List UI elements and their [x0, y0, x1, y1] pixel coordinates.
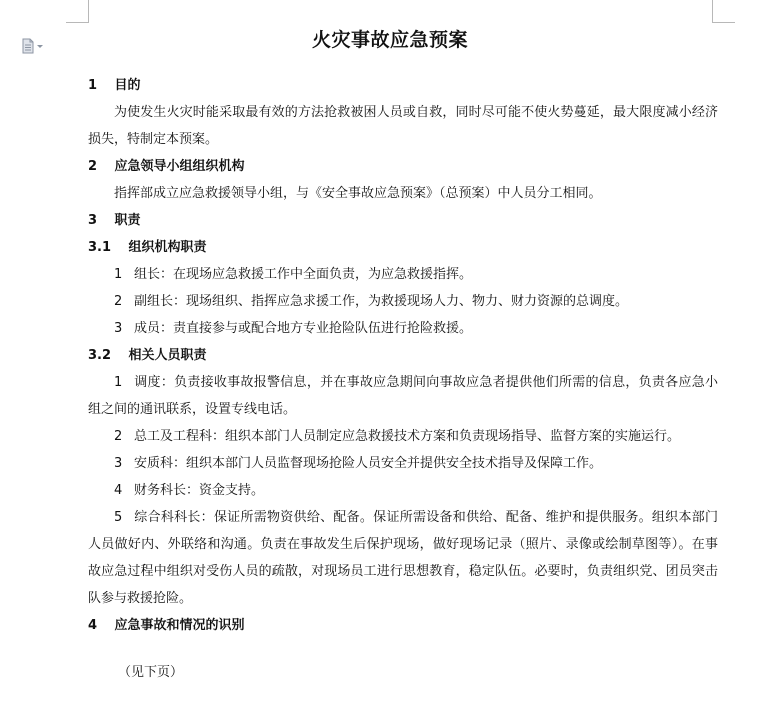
list-item	[88, 504, 718, 612]
item-number: 5	[114, 510, 123, 525]
item-number: 2	[114, 294, 123, 309]
item-number: 3	[114, 321, 123, 336]
item-text: 组长：在现场应急救援工作中全面负责，为应急救援指挥。	[134, 267, 473, 282]
section-heading	[88, 72, 718, 99]
subsection-heading	[88, 234, 718, 261]
document-title: 火灾事故应急预案	[311, 29, 468, 51]
item-number: 2	[114, 429, 123, 444]
section-title: 目的	[114, 78, 141, 93]
section-title: 应急领导小组组织机构	[114, 159, 245, 174]
item-text: 成员：责直接参与或配合地方专业抢险队伍进行抢险救援。	[134, 321, 473, 336]
paragraph: 指挥部成立应急救援领导小组，与《安全事故应急预案》（总预案）中人员分工相同。	[114, 186, 602, 201]
subsection-number: 3.1	[88, 240, 112, 255]
item-text: 综合科科长：保证所需物资供给、配备。保证所需设备和供给、配备、维护和提供服务。组织本部门人员做好内、外联络和沟通。负责在事故发生后保护现场，做好现场记录（照片、录像或绘制草图等）。在事故应急过程中组织对受伤人员的疏散，对现场员工进行思想教育，稳定队伍。必要时，负责组织党、团员突击队参与救援抢险。	[88, 510, 718, 606]
section-heading	[88, 153, 718, 180]
paragraph: 为使发生火灾时能采取最有效的方法抢救被困人员或自救，同时尽可能不使火势蔓延，最大限度减小经济损失，特制定本预案。	[88, 105, 718, 147]
margin-corner-mark	[712, 0, 735, 23]
list-item	[88, 477, 718, 504]
list-item	[88, 288, 718, 315]
list-item	[88, 261, 718, 288]
list-item	[88, 450, 718, 477]
subsection-title: 相关人员职责	[128, 348, 207, 363]
subsection-heading	[88, 342, 718, 369]
item-text: 安质科：组织本部门人员监督现场抢险人员安全并提供安全技术指导及保障工作。	[134, 456, 603, 471]
item-number: 3	[114, 456, 123, 471]
item-text: 调度：负责接收事故报警信息，并在事故应急期间向事故应急者提供他们所需的信息，负责各应急小组之间的通讯联系，设置专线电话。	[88, 375, 718, 417]
subsection-number: 3.2	[88, 348, 112, 363]
document-body	[88, 72, 718, 686]
section-number: 2	[88, 159, 98, 174]
item-text: 副组长：现场组织、指挥应急求援工作，为救援现场人力、物力、财力资源的总调度。	[134, 294, 629, 309]
see-next-page-note: （见下页）	[118, 665, 184, 680]
list-item	[88, 369, 718, 423]
section-title: 职责	[114, 213, 141, 228]
margin-corner-mark	[66, 0, 89, 23]
section-number: 3	[88, 213, 98, 228]
item-number: 4	[114, 483, 123, 498]
item-number: 1	[114, 267, 123, 282]
section-heading	[88, 612, 718, 639]
item-number: 1	[114, 375, 123, 390]
section-number: 1	[88, 78, 98, 93]
item-text: 财务科长：资金支持。	[134, 483, 265, 498]
subsection-title: 组织机构职责	[128, 240, 207, 255]
list-item	[88, 315, 718, 342]
section-title: 应急事故和情况的识别	[114, 618, 245, 633]
list-item	[88, 423, 718, 450]
section-number: 4	[88, 618, 98, 633]
section-heading	[88, 207, 718, 234]
item-text: 总工及工程科：组织本部门人员制定应急救援技术方案和负责现场指导、监督方案的实施运行。	[134, 429, 681, 444]
